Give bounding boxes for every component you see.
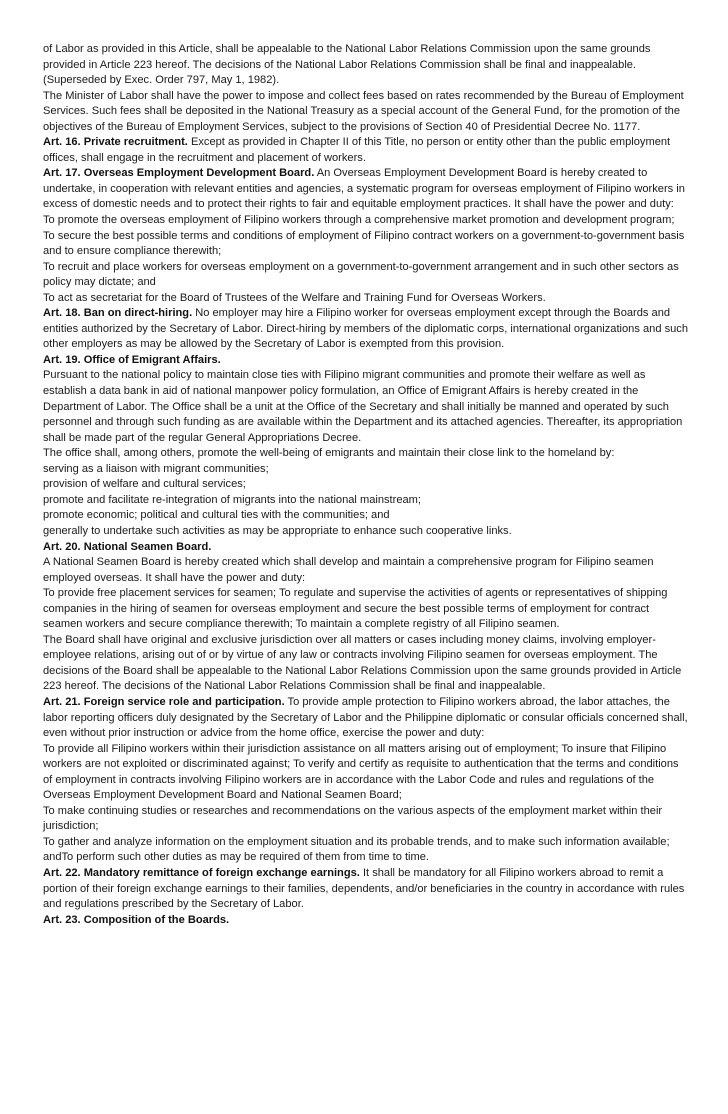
paragraph-text: To recruit and place workers for overseas employment on a government-to-government arrangement and in such other sectors as policy may dictate; and [43,260,679,289]
paragraph [43,477,688,493]
paragraph-text: promote economic; political and cultural ties with the communities; and [43,509,390,522]
paragraph-text: To provide ample protection to Filipino workers abroad, the labor attaches, the labor reporting officers duly designated by the Secretary of Labor and the Philippine diplomatic or consular officials concerned shall, even without prior instruction or advice from the home office, exercise the power and duty: [43,695,688,740]
article-22 [43,866,688,913]
article-heading: Art. 17. Overseas Employment Development Board. [43,167,315,180]
paragraph [43,742,688,804]
article-heading: Art. 21. Foreign service role and participation. [43,695,285,708]
paragraph-text: serving as a liaison with migrant communities; [43,462,269,475]
article-heading: Art. 22. Mandatory remittance of foreign exchange earnings. [43,866,360,879]
paragraph-text: The office shall, among others, promote the well-being of emigrants and maintain their close link to the homeland by: [43,447,615,460]
article-heading: Art. 20. National Seamen Board. [43,540,212,553]
paragraph-text: A National Seamen Board is hereby created which shall develop and maintain a comprehensive program for Filipino seamen employed overseas. It shall have the power and duty: [43,556,654,584]
paragraph [43,229,688,260]
paragraph [43,555,688,586]
paragraph [43,213,688,229]
paragraph-text: provision of welfare and cultural services; [43,478,246,491]
paragraph [43,291,688,307]
paragraph [43,586,688,633]
paragraph [43,508,688,524]
paragraph [43,524,688,540]
article-21 [43,695,688,742]
paragraph-text: The Board shall have original and exclusive jurisdiction over all matters or cases including money claims, involving employer-employee relations, arising out of or by virtue of any law or contracts involving Filipino seamen for overseas employment. The decisions of the Board shall be appealable to the National Labor Relations Commission upon the same grounds provided in Article 223 hereof. The decisions of the National Labor Relations Commission shall be final and inappealable. [43,633,682,693]
paragraph [43,368,688,446]
paragraph-text: To gather and analyze information on the employment situation and its probable trends, and to make such information available; andTo perform such other duties as may be required of them from time to time. [43,835,670,864]
paragraph-text: An Overseas Employment Development Board is hereby created to undertake, in cooperation with relevant entities and agencies, a systematic program for overseas employment of Filipino workers in excess of domestic needs and to protect their rights to fair and equitable employment practices. It shall have the power and duty: [43,167,685,211]
paragraph [43,462,688,478]
paragraph-text: It shall be mandatory for all Filipino workers abroad to remit a portion of their foreign exchange earnings to their families, dependents, and/or beneficiaries in the country in accordance with rules and regulations prescribed by the Secretary of Labor. [43,866,685,911]
article-heading: Art. 16. Private recruitment. [43,136,188,149]
paragraph-text: generally to undertake such activities as may be appropriate to enhance such cooperative links. [43,524,512,537]
article-heading: Art. 19. Office of Emigrant Affairs. [43,353,221,366]
article-16 [43,135,688,166]
article-20 [43,540,688,556]
article-17 [43,166,688,213]
paragraph [43,835,688,866]
paragraph-text: Except as provided in Chapter II of this Title, no person or entity other than the public employment offices, shall engage in the recruitment and placement of workers. [43,136,671,164]
paragraph [43,42,688,89]
article-18 [43,306,688,353]
paragraph-text: Pursuant to the national policy to maintain close ties with Filipino migrant communities and promote their welfare as well as establish a data bank in aid of national manpower policy formulation, an Office of Emigrant Affairs is hereby created in the Department of Labor. The Office shall be a unit at the Office of the Secretary and shall initially be manned and operated by such personnel and through such funding as are available within the Department and its attached agencies. Thereafter, its appropriation shall be made part of the regular General Appropriations Decree. [43,369,683,444]
paragraph-text: of Labor as provided in this Article, shall be appealable to the National Labor Relations Commission upon the same grounds provided in Article 223 hereof. The decisions of the National Labor Relations Commission shall be final and inappealable. (Superseded by Exec. Order 797, May 1, 1982). [43,43,651,87]
paragraph-text: To provide free placement services for seamen; To regulate and supervise the activities of agents or representatives of shipping companies in the hiring of seamen for overseas employment and secure the best possible terms of employment for contract seamen workers and secure compliance therewith; To maintain a complete registry of all Filipino seamen. [43,587,668,631]
paragraph [43,89,688,136]
paragraph-text: No employer may hire a Filipino worker for overseas employment except through the Boards and entities authorized by the Secretary of Labor. Direct-hiring by members of the diplomatic corps, international organizations and such other employers as may be allowed by the Secretary of Labor is exempted from this provision. [43,307,689,351]
article-heading: Art. 18. Ban on direct-hiring. [43,307,193,320]
paragraph-text: To provide all Filipino workers within their jurisdiction assistance on all matters arising out of employment; To insure that Filipino workers are not exploited or discriminated against; To verify and certify as requisite to authentication that the terms and conditions of employment in contracts involving Filipino workers are in accordance with the Labor Code and rules and regulations of the Overseas Employment Development Board and National Seamen Board; [43,742,679,802]
paragraph-text: promote and facilitate re-integration of migrants into the national mainstream; [43,493,422,506]
paragraph [43,446,688,462]
paragraph-text: To make continuing studies or researches and recommendations on the various aspects of the employment market within their jurisdiction; [43,804,663,833]
paragraph-text: To act as secretariat for the Board of Trustees of the Welfare and Training Fund for Overseas Workers. [43,291,546,304]
paragraph [43,260,688,291]
paragraph-text: To promote the overseas employment of Filipino workers through a comprehensive market promotion and development program; [43,214,675,227]
article-23 [43,913,688,929]
paragraph-text: To secure the best possible terms and conditions of employment of Filipino contract workers on a government-to-government basis and to ensure compliance therewith; [43,229,685,258]
paragraph [43,804,688,835]
paragraph-text: The Minister of Labor shall have the power to impose and collect fees based on rates recommended by the Bureau of Employment Services. Such fees shall be deposited in the National Treasury as a special account of the General Fund, for the promotion of the objectives of the Bureau of Employment Services, subject to the provisions of Section 40 of Presidential Decree No. 1177. [43,89,684,133]
paragraph [43,493,688,509]
paragraph [43,633,688,695]
article-heading: Art. 23. Composition of the Boards. [43,913,230,926]
article-19 [43,353,688,369]
